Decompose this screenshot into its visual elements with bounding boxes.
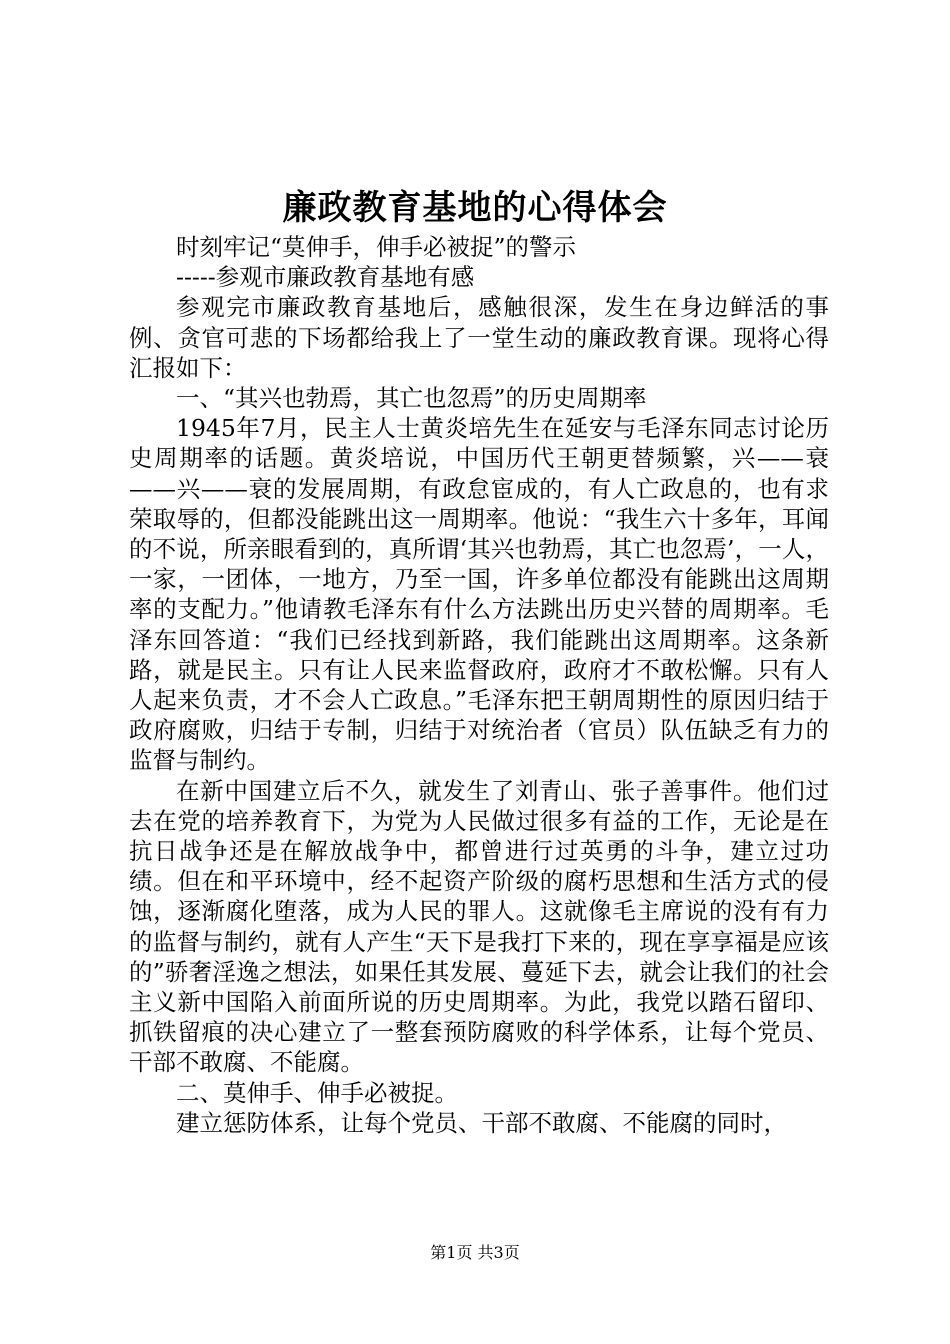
- document-body: [129, 232, 829, 1138]
- body-paragraph: 在新中国建立后不久，就发生了刘青山、张子善事件。他们过去在党的培养教育下，为党为人民做过很多有益的工作，无论是在抗日战争还是在解放战争中，都曾进行过英勇的斗争，建立过功绩。但在和平环境中，经不起资产阶级的腐朽思想和生活方式的侵蚀，逐渐腐化堕落，成为人民的罪人。这就像毛主席说的没有有力的监督与制约，就有人产生“天下是我打下来的，现在享享福是应该的”骄奢淫逸之想法，如果任其发展、蔓延下去，就会让我们的社会主义新中国陷入前面所说的历史周期率。为此，我党以踏石留印、抓铁留痕的决心建立了一整套预防腐败的科学体系，让每个党员、干部不敢腐、不能腐。: [129, 776, 829, 1077]
- subtitle-line: 时刻牢记“莫伸手，伸手必被捉”的警示: [176, 233, 577, 261]
- subtitle-subline: -----参观市廉政教育基地有感: [176, 263, 475, 292]
- body-paragraph: 建立惩防体系，让每个党员、干部不敢腐、不能腐的同时，: [176, 1108, 787, 1137]
- page-footer: 第1页 共3页: [430, 1243, 520, 1262]
- body-paragraph: 1945年7月，民主人士黄炎培先生在延安与毛泽东同志讨论历史周期率的话题。黄炎培说，中国历代王朝更替频繁，兴——衰——兴——衰的发展周期，有政怠宦成的，有人亡政息的，也有求荣取辱的，但都没能跳出这一周期率。他说：“我生六十多年，耳闻的不说，所亲眼看到的，真所谓‘其兴也勃焉，其亡也忽焉’，一人，一家，一团体，一地方，乃至一国，许多单位都没有能跳出这周期率的支配力。”他请教毛泽东有什么方法跳出历史兴替的周期率。毛泽东回答道：“我们已经找到新路，我们能跳出这周期率。这条新路，就是民主。只有让人民来监督政府，政府才不敢松懈。只有人人起来负责，才不会人亡政息。”毛泽东把王朝周期性的原因归结于政府腐败，归结于专制，归结于对统治者（官员）队伍缺乏有力的监督与制约。: [129, 414, 829, 775]
- section-heading: 二、莫伸手、伸手必被捉。: [176, 1078, 458, 1107]
- document-title: 廉政教育基地的心得体会: [282, 188, 668, 228]
- section-heading: 一、“其兴也勃焉，其亡也忽焉”的历史周期率: [176, 384, 647, 413]
- body-paragraph: 参观完市廉政教育基地后，感触很深，发生在身边鲜活的事例、贪官可悲的下场都给我上了一堂生动的廉政教育课。现将心得汇报如下：: [129, 293, 829, 382]
